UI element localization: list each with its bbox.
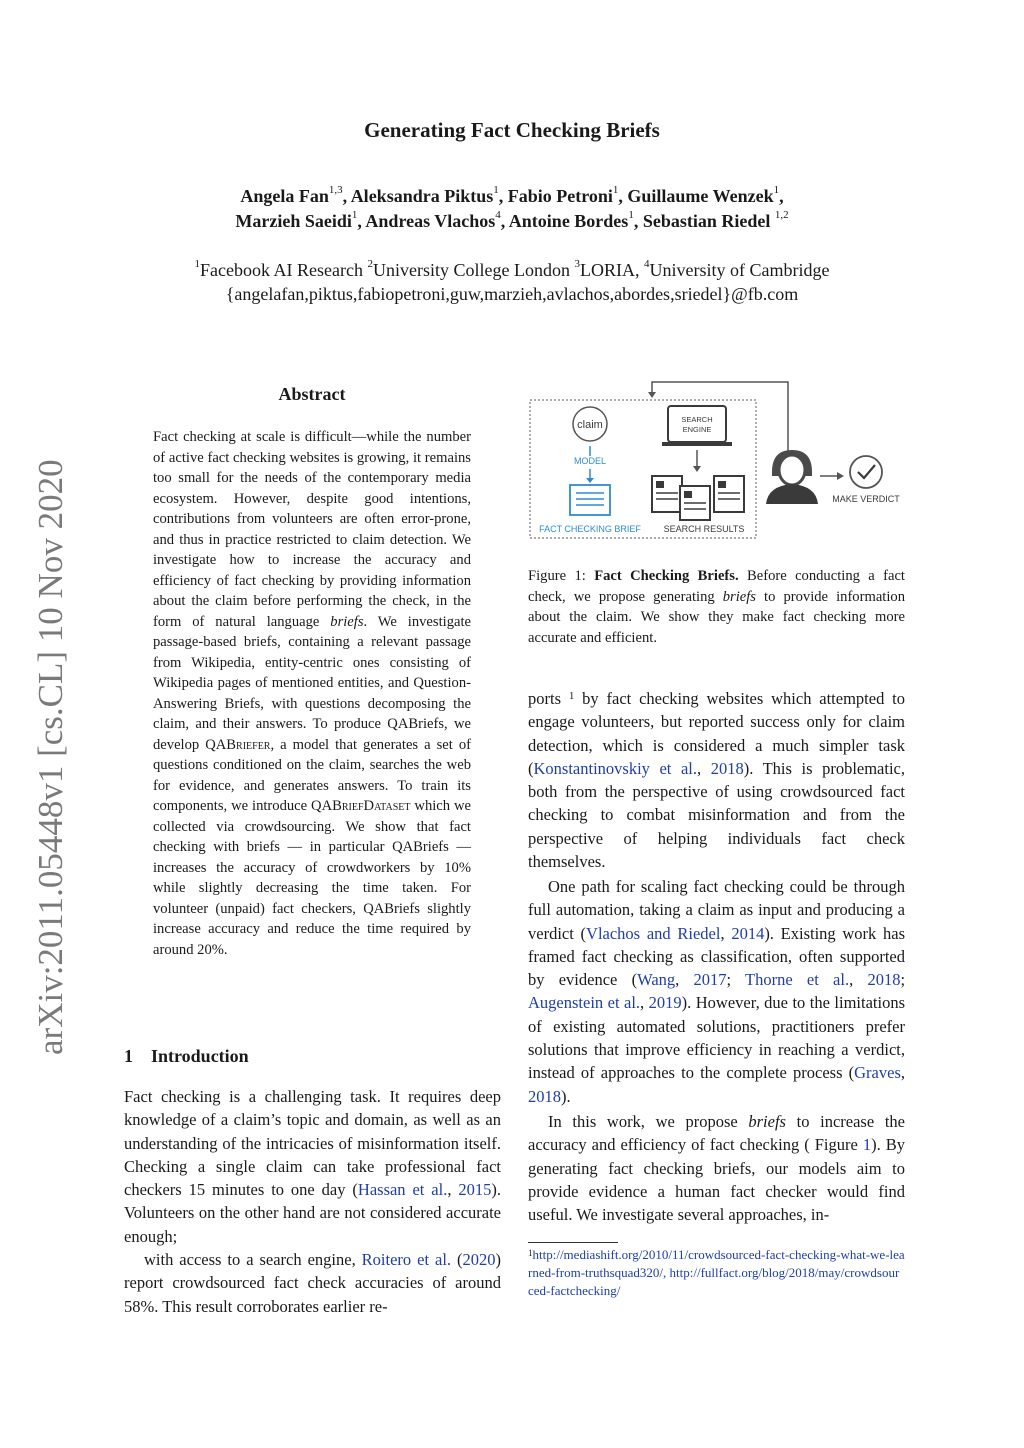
search-results-icon <box>652 476 744 520</box>
citation-year-link[interactable]: 2018 <box>867 970 901 990</box>
author: Antoine Bordes$^1$, <box>508 209 643 231</box>
citation-year-link[interactable]: 2015 <box>458 1180 492 1200</box>
author: Fabio Petroni$^1$, <box>507 184 628 206</box>
citation-link[interactable]: Konstantinovskiy et al. <box>533 758 697 778</box>
figure-reference-link[interactable]: 1 <box>862 1135 872 1155</box>
arxiv-identifier: arXiv:2011.05448v1 [cs.CL] 10 Nov 2020 <box>31 459 70 1055</box>
verdict-label: MAKE VERDICT <box>832 494 900 504</box>
author: Sebastian Riedel $^{1,2}$ <box>642 209 789 231</box>
citation-year-link[interactable]: 2019 <box>648 993 682 1013</box>
search-engine-label-2: ENGINE <box>682 425 712 434</box>
citation-link[interactable]: Thorne et al. <box>745 970 850 990</box>
intro-paragraph-2: with access to a search engine, Roitero et al. (2020) report crowdsourced fact check accuracies of around 58%. This result corroborates earlier re- <box>124 1250 502 1316</box>
citation-year-link[interactable]: 2018 <box>528 1086 561 1106</box>
footnote-url-link[interactable]: http://mediashift.org/2010/11/crowdsourced-fact-checking-what-we-learned-from-truthsquad320/, http://fullfact.org/blog/2018/may/crowdsourced-factchecking/ <box>528 1247 905 1298</box>
citation-link[interactable]: Hassan et al. <box>357 1180 448 1200</box>
author: Marzieh Saeidi$^1$, <box>235 209 366 231</box>
citation-link[interactable]: Augenstein et al. <box>528 993 641 1013</box>
citation-year-link[interactable]: 2014 <box>731 923 765 943</box>
footnote-rule <box>528 1242 618 1243</box>
figure-caption: Figure 1: Fact Checking Briefs. Before conducting a fact check, we propose generating briefs to provide information about the claim. We show they make fact checking more accurate and efficient. <box>528 568 905 646</box>
citation-link[interactable]: Vlachos and Riedel <box>586 923 721 943</box>
brief-label: FACT CHECKING BRIEF <box>539 524 641 534</box>
authors-line-1 <box>0 186 1024 207</box>
authors-line-2 <box>0 211 1024 232</box>
abstract-body: Fact checking at scale is difficult—while the number of active fact checking websites is growing, it remains too small for the needs of the contemporary media ecosystem. However, despite good intentions, contributions from volunteers are often error-prone, and thus in practice restricted to claim detection. We investigate how to increase the accuracy and efficiency of fact checking by providing information about the claim before performing the check, in the form of natural language briefs. We investigate passage-based briefs, containing a relevant passage from Wikipedia, entity-centric ones consisting of Wikipedia pages of mentioned entities, and Question-Answering Briefs, with questions decomposing the claim, and their answers. To produce QABriefs, we develop QABriefer, a model that generates a set of questions conditioned on the claim, searches the web for evidence, and generates answers. To train its components, we introduce QABriefDataset which we collected via crowdsourcing. We show that fact checking with briefs — in particular QABriefs — increases the accuracy of crowdworkers by 10% while slightly decreasing the time taken. For volunteer (unpaid) fact checkers, QABriefs slightly increase accuracy and reduce the time required by around 20%. <box>153 429 472 958</box>
intro-paragraph-1: Fact checking is a challenging task. It requires deep knowledge of a claim’s topic and domain, as well as an understanding of the intricacies of misinformation itself. Checking a single claim can take professional fact checkers 15 minutes to one day (Hassan et al., 2015). Volunteers on the other hand are not considered accurate enough; <box>124 1087 501 1246</box>
search-engine-label-1: SEARCH <box>681 415 713 424</box>
intro-right-paragraph-2: One path for scaling fact checking could be through full automation, taking a claim as input and producing a verdict (Vlachos and Riedel, 2014). Existing work has framed fact checking as classification, often supported by evidence (Wang, 2017; Thorne et al., 2018; Augenstein et al., 2019). However, due to the limitations of existing automated solutions, practitioners prefer solutions that improve efficiency in reaching a verdict, instead of approaches to the complete process (Graves, 2018). <box>528 877 906 1106</box>
footnote: $^1$http://mediashift.org/2010/11/crowdsourced-fact-checking-what-we-learned-from-truthsquad320/, http://fullfact.org/blog/2018/may/crowdsourced-factchecking/ <box>528 1247 905 1298</box>
brief-document-icon <box>570 485 610 515</box>
intro-right-paragraph-1: ports $^1$ by fact checking websites which attempted to engage volunteers, but reported success only for claim detection, which is considered a much simpler task (Konstantinovskiy et al., 2018). This is problematic, both from the perspective of using crowdsourced fact checking to combat misinformation and from the perspective of helping individuals fact check themselves. <box>528 689 906 872</box>
arrow-head-icon <box>693 466 701 472</box>
author: Angela Fan$^{1,3}$, <box>240 184 351 206</box>
citation-link[interactable]: Wang <box>637 970 676 990</box>
section-heading: 1 Introduction <box>124 1046 249 1066</box>
citation-link[interactable]: Graves <box>854 1063 901 1083</box>
footnote-marker[interactable]: 1 <box>568 690 575 702</box>
author: Guillaume Wenzek$^1$, <box>627 184 784 206</box>
author-emails: {angelafan,piktus,fabiopetroni,guw,marzieh,avlachos,abordes,sriedel}@fb.com <box>225 284 799 304</box>
citation-year-link[interactable]: 2020 <box>462 1250 496 1269</box>
model-label: MODEL <box>573 456 607 466</box>
arrow-head-icon <box>837 472 844 480</box>
intro-right-paragraph-3: In this work, we propose briefs to increase the accuracy and efficiency of fact checking ( Figure 1). By generating fact checking briefs, our models aim to provide evidence a human fact checker would find useful. We investigate several approaches, in- <box>528 1112 905 1225</box>
citation-link[interactable]: Roitero et al. <box>361 1250 452 1269</box>
citation-year-link[interactable]: 2017 <box>693 970 727 990</box>
arrow-head-icon <box>648 392 656 398</box>
claim-label: claim <box>577 419 603 431</box>
verdict-check-icon <box>850 456 882 488</box>
figure-1-diagram <box>526 378 916 548</box>
abstract-heading: Abstract <box>278 384 346 404</box>
arrow-head-icon <box>586 478 594 483</box>
author: Aleksandra Piktus$^1$, <box>350 184 508 206</box>
affiliations: $^1$Facebook AI Research $^2$University College London $^3$LORIA, $^4$University of Cambridge <box>194 258 830 280</box>
author: Andreas Vlachos$^4$, <box>365 209 509 231</box>
citation-year-link[interactable]: 2018 <box>710 758 744 778</box>
fact-checker-person-icon <box>766 450 818 504</box>
search-engine-laptop-icon <box>668 406 726 442</box>
search-results-label: SEARCH RESULTS <box>663 524 745 534</box>
paper-title: Generating Fact Checking Briefs <box>364 118 660 142</box>
